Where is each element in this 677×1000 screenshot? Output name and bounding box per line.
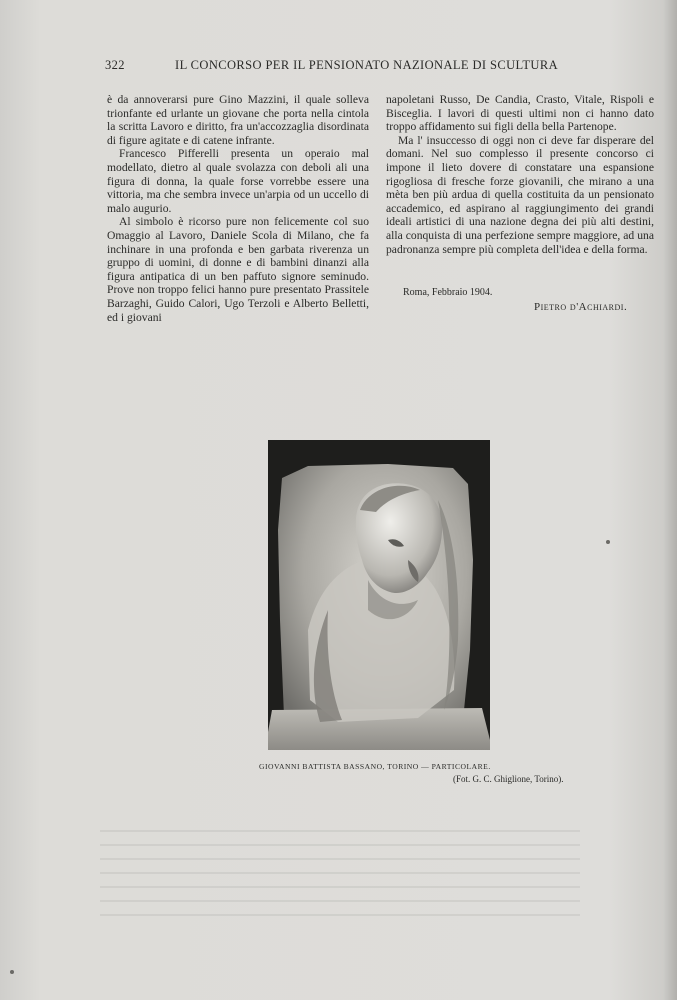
paper-speck	[10, 970, 14, 974]
dateline: Roma, Febbraio 1904.	[403, 287, 493, 298]
paragraph: napoletani Russo, De Candia, Crasto, Vitale, Rispoli e Bisceglia. I lavori di questi ultimi non ci hanno dato troppo affidamento sui figli della bella Partenope.	[386, 93, 654, 134]
paragraph: è da annoverarsi pure Gino Mazzini, il quale solleva trionfante ed urlante un giovane che porta nella cintola la scritta Lavoro e diritto, fra un'accozzaglia disordinata di figure agitate e di catene infrante.	[107, 93, 369, 147]
author-name: Pietro d'Achiardi.	[534, 301, 628, 313]
paragraph: Francesco Pifferelli presenta un operaio mal modellato, dietro al quale svolazza con deboli ali una figura di donna, la quale forse vorrebbe essere una vittoria, ma che sembra invece un'arpia od un uccello di malo augurio.	[107, 147, 369, 215]
paper-speck	[606, 540, 610, 544]
photo-credit: (Fot. G. C. Ghiglione, Torino).	[453, 774, 564, 784]
right-column	[386, 93, 654, 256]
paragraph: Ma l' insuccesso di oggi non ci deve far disperare del domani. Nel suo complesso il presente concorso ci impone il lieto dovere di constatare una espansione rigogliosa di fresche forze giovanili, che mirano a una mèta ben più ardua di quella costituita da un pensionato accademico, ed aspirano al raggiungimento dei grandi ideali artistici di una nazione degna dei più alti destini, alla conquista di una perfezione sempre maggiore, ad una padronanza sempre più completa dell'idea e della forma.	[386, 133, 654, 256]
show-through-text	[100, 830, 580, 920]
running-title: IL CONCORSO PER IL PENSIONATO NAZIONALE DI SCULTURA	[175, 58, 559, 72]
left-column	[107, 93, 369, 324]
figure-caption: GIOVANNI BATTISTA BASSANO, TORINO — PARTICOLARE.	[259, 762, 491, 771]
paragraph: Al simbolo è ricorso pure non felicemente col suo Omaggio al Lavoro, Daniele Scola di Milano, che fa inchinare in una profonda e ben garbata riverenza un gruppo di uomini, di donne e di bambini dinanzi alla figura antipatica di un ben paffuto signore seminudo. Prove non troppo felici hanno pure presentato Prassitele Barzaghi, Guido Calori, Ugo Terzoli e Alberto Belletti, ed i giovani	[107, 215, 369, 324]
author-signature	[534, 301, 627, 313]
page-edge-shadow	[663, 0, 677, 1000]
running-head	[105, 58, 585, 76]
sculpture-photograph	[268, 440, 490, 750]
page-number: 322	[105, 58, 125, 72]
